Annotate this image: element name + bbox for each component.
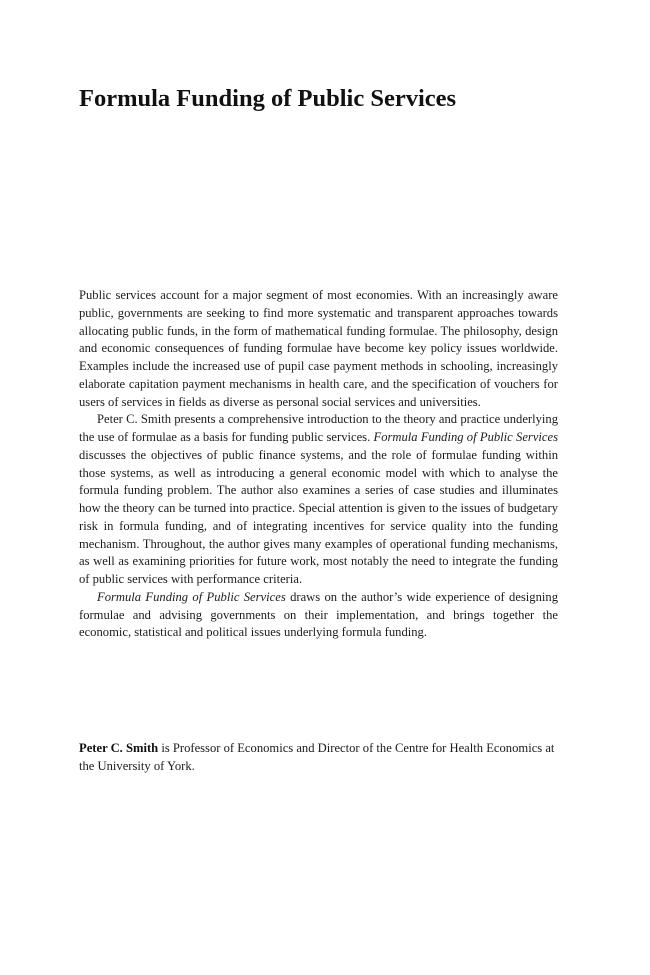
paragraph-2-lead: Peter C. Smith presents a comprehensive introduction to the theory and practice underlying the use of formulae as a basis for funding public services.	[79, 412, 558, 444]
paragraph-3-book-title: Formula Funding of Public Services	[97, 589, 286, 604]
author-name: Peter C. Smith	[79, 741, 159, 755]
description-paragraph-1: Public services account for a major segment of most economies. With an increasingly aware public, governments are seeking to find more systematic and transparent approaches towards allocating public funds, in the form of mathematical funding formulae. The philosophy, design and economic consequences of funding formulae have become key policy issues worldwide. Examples include the increased use of pupil case payment methods in schooling, increasingly elaborate capitation payment mechanisms in health care, and the specification of vouchers for users of services in fields as diverse as personal social services and universities.	[79, 288, 558, 409]
paragraph-3-rest: draws on the author’s wide experience of designing formulae and advising governments on their implementation, and brings together the economic, statistical and political issues underlying formula funding.	[79, 589, 558, 640]
description-paragraph-2	[79, 411, 558, 589]
description-paragraph-3	[79, 589, 558, 642]
author-bio-text: is Professor of Economics and Director of the Centre for Health Economics at the University of York.	[79, 741, 555, 773]
author-bio	[79, 740, 558, 776]
author-bio-paragraph	[79, 740, 558, 776]
paragraph-2-book-title: Formula Funding of Public Services	[373, 430, 558, 444]
book-description	[79, 287, 558, 642]
book-title: Formula Funding of Public Services	[79, 85, 457, 112]
paragraph-2-rest: discusses the objectives of public finance systems, and the role of formulae funding within those systems, as well as introducing a general economic model with which to analyse the formula funding problem. The author also examines a series of case studies and illuminates how the theory can be turned into practice. Special attention is given to the issues of budgetary risk in formula funding, and of integrating incentives for service quality into the funding mechanism. Throughout, the author gives many examples of operational funding mechanisms, as well as examining priorities for future work, most notably the need to integrate the funding of public services with performance criteria.	[79, 447, 558, 586]
